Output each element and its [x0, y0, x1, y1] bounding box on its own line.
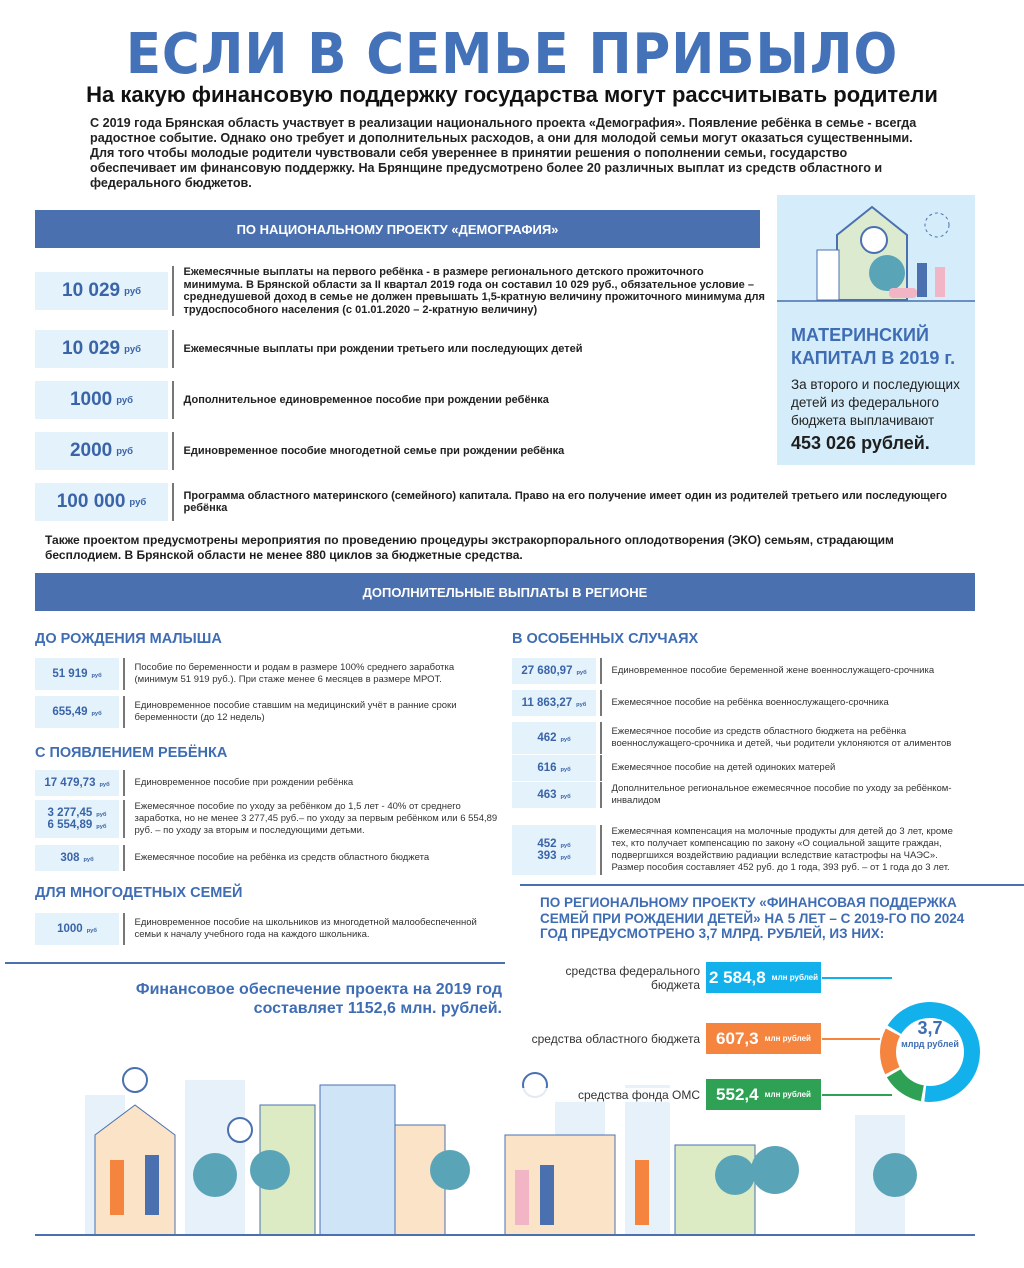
- currency-label: руб: [91, 711, 102, 717]
- funding-row: [520, 1079, 821, 1110]
- amount-box: [35, 800, 119, 838]
- funding-unit: млн рублей: [764, 1034, 811, 1043]
- payment-row: [512, 690, 972, 716]
- payment-description: Ежемесячное пособие на ребёнка военнослужащего-срочника: [611, 697, 889, 708]
- payment-description: Единовременное пособие ставшим на медицинский учёт в ранние сроки беременности (до 12 недель): [134, 700, 457, 723]
- payment-description: Программа областного материнского (семейного) капитала. Право на его получение имеет один из родителей третьего или последующего ребёнка: [183, 489, 947, 514]
- payment-row: [512, 825, 972, 875]
- payment-description: Дополнительное единовременное пособие при рождении ребёнка: [183, 393, 549, 406]
- row-divider: [123, 913, 125, 945]
- row-divider: [123, 845, 125, 871]
- currency-label: руб: [91, 673, 102, 679]
- family-house-illustration: [777, 195, 975, 305]
- payment-row: [35, 800, 500, 838]
- row-divider: [600, 722, 602, 754]
- funding-amount: 552,4: [716, 1084, 759, 1104]
- amount-box: [35, 330, 168, 368]
- currency-label: руб: [86, 928, 97, 934]
- row-divider: [123, 658, 125, 690]
- payment-description: Единовременное пособие на школьников из многодетной малообеспеченной семьи к началу учебного года на каждого школьника.: [134, 917, 477, 940]
- donut-segment: [887, 1069, 924, 1101]
- payment-description: Ежемесячная компенсация на молочные продукты для детей до 3 лет, кроме тех, кто получает компенсацию по закону «О социальной защите граждан, подвергшихся воздействию радиации вследствие катастрофы на ЧАЭС». Размер пособия составляет 452 руб. до 1 года, 393 руб. – от 1 года до 3 лет.: [611, 826, 953, 873]
- payment-row: [35, 266, 765, 316]
- amount-number: 308: [60, 852, 80, 864]
- amount-value: [537, 762, 570, 774]
- currency-label: руб: [116, 394, 134, 406]
- amount-number: 1000: [69, 389, 113, 410]
- currency-label: руб: [99, 782, 110, 788]
- currency-label: руб: [560, 794, 571, 800]
- amount-number: 1000: [57, 923, 83, 935]
- amount-number: 11 863,27: [521, 697, 573, 709]
- page-subtitle: На какую финансовую поддержку государства могут рассчитывать родители: [86, 82, 938, 107]
- row-divider: [172, 266, 174, 316]
- amount-value: [537, 838, 570, 850]
- payment-row: [35, 845, 500, 871]
- maternity-capital-text: За второго и последующих детей из федерального бюджета выплачивают: [791, 377, 960, 428]
- funding-row: [520, 1023, 821, 1054]
- funding-amount: 607,3: [716, 1028, 759, 1048]
- funding-unit: млн рублей: [771, 973, 819, 982]
- amount-value: [52, 668, 101, 680]
- row-divider: [123, 696, 125, 728]
- section-with-child: С ПОЯВЛЕНИЕМ РЕБЁНКА: [35, 745, 228, 761]
- row-divider: [600, 690, 602, 716]
- row-divider: [600, 825, 602, 875]
- funding-amount-box: [706, 962, 821, 993]
- payment-description: Ежемесячное пособие из средств областного бюджета на ребёнка военнослужащего-срочника и детей, чьи родители уклоняются от алиментов: [611, 726, 952, 749]
- currency-label: руб: [576, 670, 587, 676]
- amount-box: [35, 770, 119, 796]
- amount-number: 6 554,89: [47, 819, 93, 831]
- section-special-cases: В ОСОБЕННЫХ СЛУЧАЯХ: [512, 631, 699, 647]
- currency-label: руб: [560, 843, 571, 849]
- payment-row: [512, 722, 972, 754]
- currency-label: руб: [116, 445, 134, 457]
- amount-value: [48, 819, 107, 831]
- currency-label: руб: [129, 496, 147, 508]
- section-before-birth: ДО РОЖДЕНИЯ МАЛЫША: [35, 631, 222, 647]
- row-divider: [600, 755, 602, 781]
- amount-box: [512, 755, 596, 781]
- amount-number: 655,49: [52, 706, 88, 718]
- amount-number: 2000: [69, 440, 113, 461]
- currency-label: руб: [560, 767, 571, 773]
- amount-number: 10 029: [62, 280, 121, 301]
- funding-amount-box: [706, 1079, 821, 1110]
- payment-description: Ежемесячное пособие на ребёнка из средств областного бюджета: [134, 852, 430, 863]
- amount-number: 3 277,45: [47, 807, 93, 819]
- payment-description: Ежемесячные выплаты при рождении третьего или последующих детей: [183, 342, 583, 355]
- regional-banner: ДОПОЛНИТЕЛЬНЫЕ ВЫПЛАТЫ В РЕГИОНЕ: [35, 573, 975, 611]
- currency-label: руб: [83, 857, 94, 863]
- amount-box: [35, 483, 168, 521]
- amount-value: [52, 706, 101, 718]
- payment-description: Единовременное пособие беременной жене военнослужащего-срочника: [611, 665, 935, 676]
- eko-note: Также проектом предусмотрены мероприятия по проведению процедуры экстракорпорального оплодотворения (ЭКО) семьям, страдающим бесплодием. В Брянской области не менее 880 циклов за бюджетные средства.: [45, 533, 894, 562]
- row-divider: [600, 782, 602, 808]
- amount-box: [35, 658, 119, 690]
- payment-row: [512, 755, 972, 781]
- payment-description: Единовременное пособие многодетной семье при рождении ребёнка: [183, 444, 565, 457]
- amount-box: [35, 696, 119, 728]
- national-project-banner: ПО НАЦИОНАЛЬНОМУ ПРОЕКТУ «ДЕМОГРАФИЯ»: [35, 210, 760, 248]
- donut-total-unit: млрд рублей: [901, 1039, 959, 1049]
- funding-source-label: средства областного бюджета: [520, 1032, 700, 1046]
- currency-label: руб: [560, 737, 571, 743]
- maternity-capital-card: [777, 195, 975, 465]
- amount-box: [35, 913, 119, 945]
- row-divider: [172, 330, 174, 368]
- amount-number: 51 919: [52, 668, 88, 680]
- amount-value: [522, 697, 587, 709]
- intro-paragraph: С 2019 года Брянская область участвует в реализации национального проекта «Демография». Появление ребёнка в семье - всегда радостное событие. Однако оно требует и дополнительных расходов, а они для молодой семьи могут оказаться существенными. Для того чтобы молодые родители чувствовали себя увереннее в принятии решения о пополнении семьи, государство обеспечивает им финансовую поддержку. На Брянщине предусмотрено более 20 различных выплат из средств областного и федерального бюджетов.: [90, 116, 917, 190]
- divider: [5, 962, 505, 964]
- payment-row: [35, 483, 955, 521]
- amount-value: [44, 777, 109, 789]
- payment-description: Пособие по беременности и родам в размере 100% среднего заработка (минимум 51 919 руб.). При стаже менее 6 месяцев в размере МРОТ.: [134, 662, 455, 685]
- amount-box: [512, 825, 596, 875]
- payment-row: [35, 330, 765, 368]
- amount-box: [35, 845, 119, 871]
- amount-number: 452: [537, 838, 557, 850]
- row-divider: [123, 800, 125, 838]
- amount-box: [512, 782, 596, 808]
- finance-2019: Финансовое обеспечение проекта на 2019 год составляет 1152,6 млн. рублей.: [135, 981, 502, 1017]
- amount-number: 616: [537, 762, 557, 774]
- amount-box: [35, 381, 168, 419]
- funding-source-label: средства федерального бюджета: [520, 964, 700, 992]
- currency-label: руб: [124, 343, 141, 355]
- funding-amount-box: [706, 1023, 821, 1054]
- currency-label: руб: [96, 812, 107, 818]
- amount-value: [537, 789, 570, 801]
- payment-row: [35, 913, 500, 945]
- funding-amount: 2 584,8: [708, 967, 766, 987]
- donut-total: 3,7: [917, 1018, 943, 1038]
- amount-number: 10 029: [62, 338, 121, 359]
- amount-box: [35, 432, 168, 470]
- payment-row: [512, 658, 972, 684]
- funding-title: ПО РЕГИОНАЛЬНОМУ ПРОЕКТУ «ФИНАНСОВАЯ ПОДДЕРЖКА СЕМЕЙ ПРИ РОЖДЕНИИ ДЕТЕЙ» НА 5 ЛЕТ – С 2019-ГО ПО 2024 ГОД ПРЕДУСМОТРЕНО 3,7 МЛРД. РУБЛЕЙ, ИЗ НИХ:: [540, 895, 965, 941]
- funding-source-label: средства фонда ОМС: [520, 1088, 700, 1102]
- row-divider: [172, 483, 174, 521]
- payment-row: [35, 432, 765, 470]
- payment-description: Дополнительное региональное ежемесячное пособие по уходу за ребёнком-инвалидом: [611, 783, 952, 806]
- amount-number: 27 680,97: [521, 665, 573, 677]
- amount-box: [512, 658, 596, 684]
- payment-row: [35, 381, 765, 419]
- amount-box: [512, 690, 596, 716]
- funding-row: [520, 962, 821, 993]
- payment-description: Ежемесячное пособие на детей одиноких матерей: [611, 762, 836, 773]
- currency-label: руб: [576, 702, 587, 708]
- amount-box: [35, 272, 168, 310]
- divider: [520, 884, 1024, 886]
- payment-description: Ежемесячное пособие по уходу за ребёнком до 1,5 лет - 40% от среднего заработка, но не менее 3 277,45 руб.– по уходу за первым ребёнком или 6 554,89 руб. – по уходу за вторым и последующими детьми.: [134, 801, 498, 836]
- amount-number: 463: [537, 789, 557, 801]
- amount-value: [537, 850, 570, 862]
- amount-value: [57, 923, 97, 935]
- amount-number: 393: [537, 850, 557, 862]
- payment-description: Единовременное пособие при рождении ребёнка: [134, 777, 354, 788]
- maternity-capital-title: МАТЕРИНСКИЙ КАПИТАЛ В 2019 г.: [791, 325, 956, 368]
- funding-unit: млн рублей: [764, 1090, 811, 1099]
- row-divider: [600, 658, 602, 684]
- amount-number: 100 000: [56, 491, 126, 512]
- page-title: ЕСЛИ В СЕМЬЕ ПРИБЫЛО: [125, 22, 899, 87]
- row-divider: [123, 770, 125, 796]
- payment-row: [35, 696, 500, 728]
- amount-value: [521, 665, 586, 677]
- amount-number: 462: [537, 732, 557, 744]
- section-large-families: ДЛЯ МНОГОДЕТНЫХ СЕМЕЙ: [35, 885, 243, 901]
- currency-label: руб: [124, 285, 141, 297]
- row-divider: [172, 381, 174, 419]
- payment-row: [35, 658, 500, 690]
- amount-number: 17 479,73: [44, 777, 96, 789]
- amount-value: [48, 807, 107, 819]
- payment-row: [35, 770, 500, 796]
- maternity-capital-amount: 453 026 рублей.: [791, 433, 930, 453]
- amount-box: [512, 722, 596, 754]
- payment-description: Ежемесячные выплаты на первого ребёнка - в размере регионального детского прожиточного минимума. В Брянской области за II квартал 2019 года он составил 10 029 руб., обязательное условие – среднедушевой доход в семье не должен превышать 1,5-кратную величину прожиточного минимума для трудоспособного населения (с 01.01.2020 – 2-кратную величину): [183, 266, 765, 316]
- payment-row: [512, 782, 972, 808]
- row-divider: [172, 432, 174, 470]
- currency-label: руб: [560, 855, 571, 861]
- amount-value: [60, 852, 93, 864]
- amount-value: [537, 732, 570, 744]
- currency-label: руб: [96, 824, 107, 830]
